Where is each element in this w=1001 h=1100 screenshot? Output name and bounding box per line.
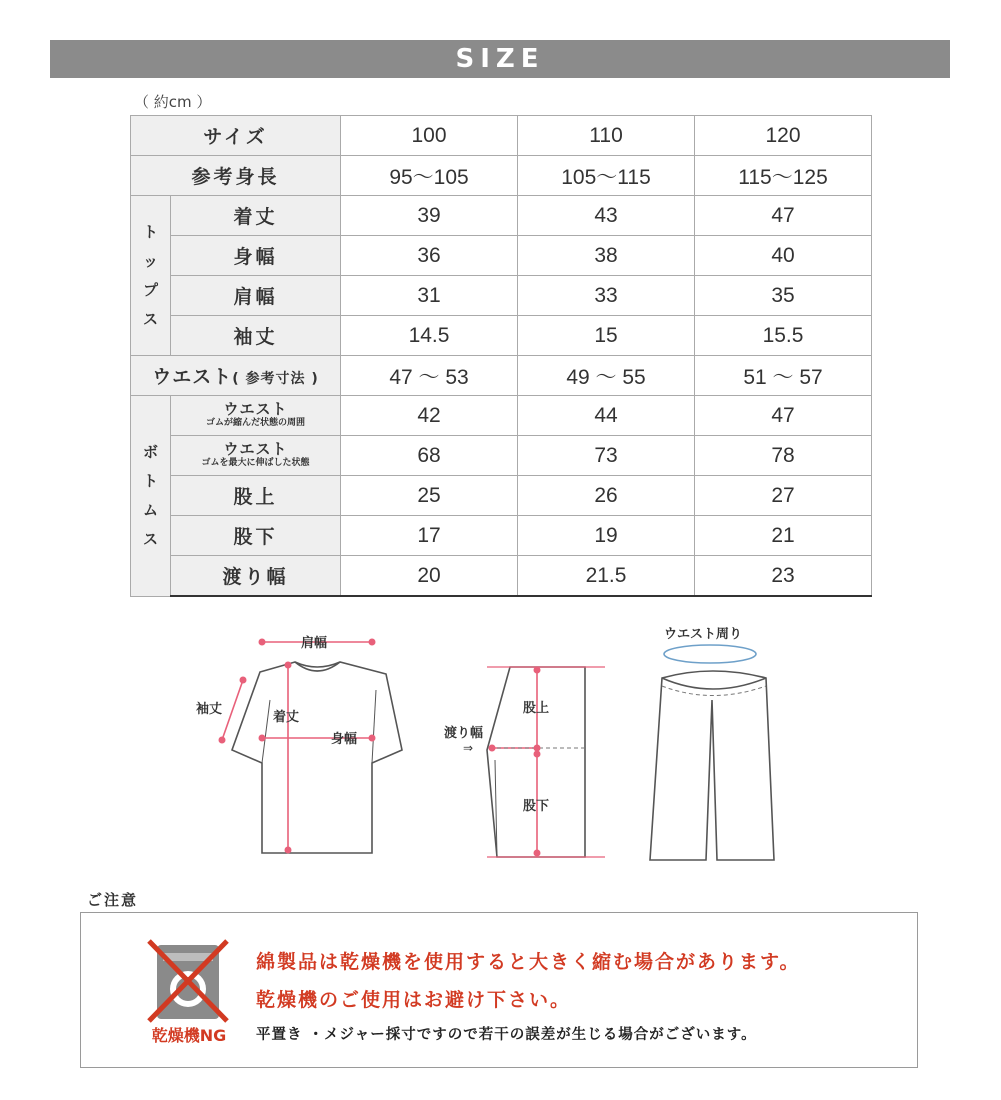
label-waist-around: ウエスト周り [664,627,743,642]
dryer-ng-label: 乾燥機NG [151,1026,227,1045]
row-label: 着丈 [171,196,341,236]
group-char: ム [142,500,158,519]
waist-value: 47 〜 53 [341,356,518,396]
table-row [131,316,872,356]
notice-label: ご注意 [87,891,139,909]
waist-row [131,356,872,396]
cell-value: 40 [695,236,872,276]
size-100: 100 [341,116,518,156]
row-label [171,396,341,436]
table-row [131,516,872,556]
row-label: 肩幅 [171,276,341,316]
unit-note: （ 約cm ） [134,93,212,111]
size-table [130,115,872,597]
table-row [131,556,872,597]
cell-value: 31 [341,276,518,316]
group-char: ト [142,471,158,490]
group-char: ト [142,222,158,241]
waist-value: 49 〜 55 [518,356,695,396]
height-value: 115〜125 [695,156,872,196]
no-dryer-icon [143,937,233,1023]
notice-box [80,912,918,1068]
cell-value: 14.5 [341,316,518,356]
cell-value: 23 [695,556,872,597]
waist-label [131,356,341,396]
warning-line-2: 乾燥機のご使用はお避け下さい。 [256,989,572,1011]
size-row [131,116,872,156]
group-char: プ [142,280,158,299]
label-inseam: 股下 [523,799,550,814]
size-120: 120 [695,116,872,156]
cell-value: 17 [341,516,518,556]
height-label: 参考身長 [131,156,341,196]
table-row [131,436,872,476]
row-label-main: ウエスト [223,439,288,458]
warning-line-1: 綿製品は乾燥機を使用すると大きく縮む場合があります。 [256,951,801,973]
cell-value: 42 [341,396,518,436]
cell-value: 33 [518,276,695,316]
row-label: 袖丈 [171,316,341,356]
thigh-arrow-icon: ⇒ [463,741,474,755]
group-char: ッ [142,251,158,270]
measurement-note: 平置き ・メジャー採寸ですので若干の誤差が生じる場合がございます。 [256,1027,757,1043]
row-label-sub: ゴムが縮んだ状態の周囲 [206,417,306,428]
cell-value: 19 [518,516,695,556]
table-row [131,196,872,236]
pants-front-illustration [650,671,774,860]
cell-value: 26 [518,476,695,516]
table-row [131,476,872,516]
table-row [131,236,872,276]
bottoms-group-label [131,396,171,597]
cell-value: 36 [341,236,518,276]
measurement-diagrams [180,620,800,870]
cell-value: 35 [695,276,872,316]
label-rise: 股上 [523,701,550,716]
cell-value: 78 [695,436,872,476]
cell-value: 44 [518,396,695,436]
height-value: 95〜105 [341,156,518,196]
tshirt-illustration [232,662,402,853]
cell-value: 21 [695,516,872,556]
label-sleeve: 袖丈 [196,702,223,717]
height-row [131,156,872,196]
cell-value: 15 [518,316,695,356]
size-banner [50,40,950,78]
cell-value: 20 [341,556,518,597]
cell-value: 21.5 [518,556,695,597]
label-shoulder: 肩幅 [301,636,328,651]
label-length: 着丈 [273,710,300,725]
cell-value: 27 [695,476,872,516]
waist-label-text: ウエスト [152,366,233,388]
cell-value: 68 [341,436,518,476]
cell-value: 47 [695,396,872,436]
size-label: サイズ [131,116,341,156]
row-label [171,436,341,476]
group-char: ス [142,529,158,548]
cell-value: 47 [695,196,872,236]
table-row [131,276,872,316]
waist-value: 51 〜 57 [695,356,872,396]
cell-value: 39 [341,196,518,236]
waist-label-note: ( 参考寸法 ) [232,371,319,387]
height-value: 105〜115 [518,156,695,196]
row-label: 股上 [171,476,341,516]
cell-value: 73 [518,436,695,476]
size-110: 110 [518,116,695,156]
row-label: 渡り幅 [171,556,341,597]
cell-value: 15.5 [695,316,872,356]
table-row [131,396,872,436]
cell-value: 25 [341,476,518,516]
row-label: 身幅 [171,236,341,276]
row-label-main: ウエスト [223,399,288,418]
row-label-sub: ゴムを最大に伸ばした状態 [201,457,310,468]
group-char: ボ [142,442,158,461]
cell-value: 43 [518,196,695,236]
tops-group-label [131,196,171,356]
group-char: ス [142,309,158,328]
label-width: 身幅 [331,732,358,747]
waist-around-icon [664,645,756,663]
row-label: 股下 [171,516,341,556]
label-thigh: 渡り幅 [444,726,484,741]
banner-title: SIZE [455,44,545,74]
cell-value: 38 [518,236,695,276]
pants-side-illustration [487,667,585,857]
